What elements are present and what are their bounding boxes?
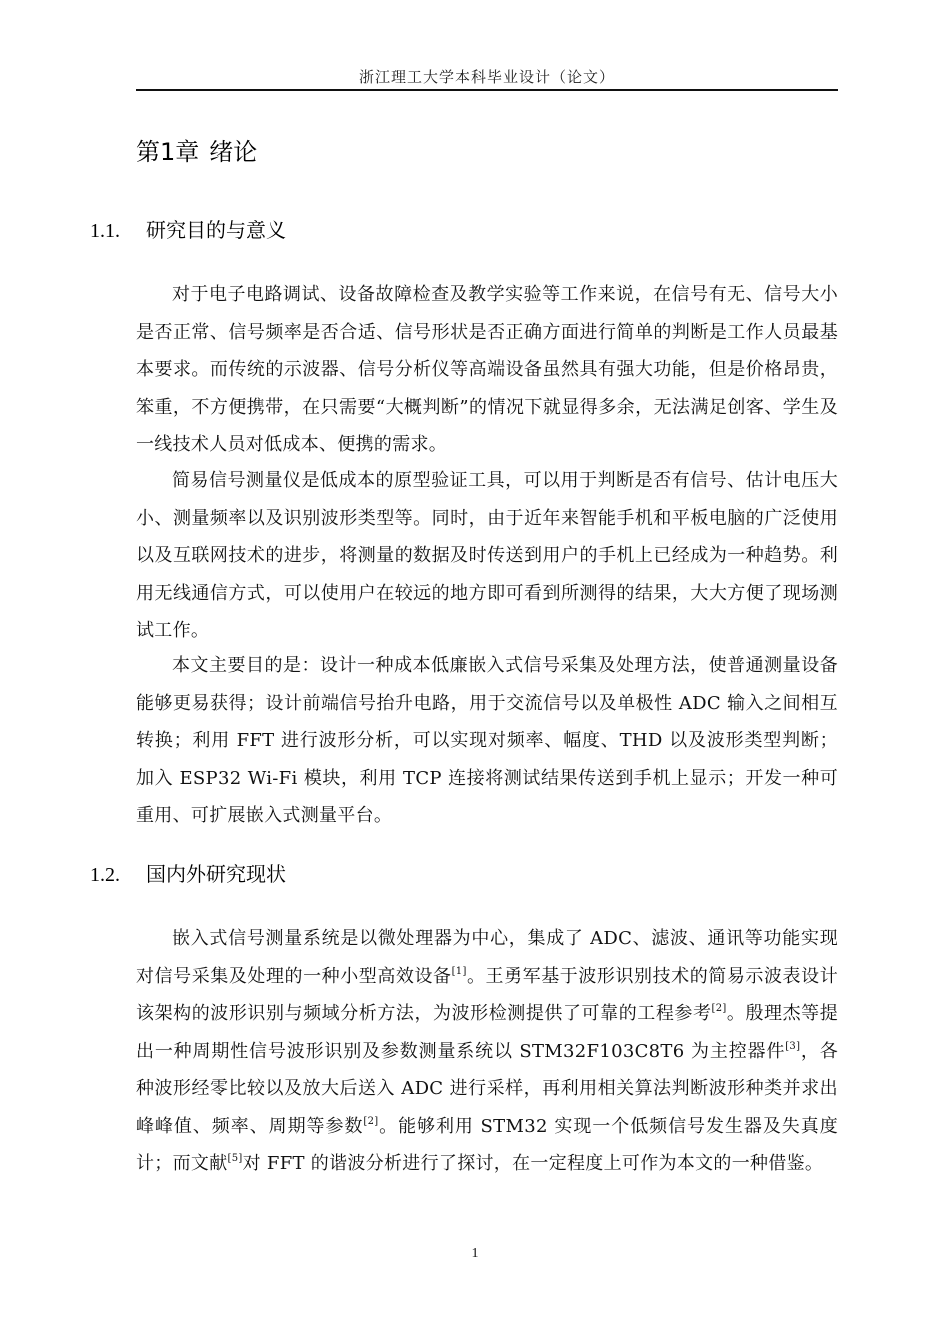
paragraph-1: 对于电子电路调试、设备故障检查及教学实验等工作来说，在信号有无、信号大小是否正常、信号频率是否合适、信号形状是否正确方面进行简单的判断是工作人员最基本要求。而传统的示波器、信号分析仪等高端设备虽然具有强大功能，但是价格昂贵，笨重，不方便携带，在只需要“大概判断”的情况下就显得多余，无法满足创客、学生及一线技术人员对低成本、便携的需求。	[136, 284, 838, 455]
chapter-title	[136, 134, 257, 170]
citation-ref[interactable]: [2]	[711, 1003, 727, 1014]
paragraph-text: 。能够利用 STM32 实现一个低频信号发生器及失真度计；而文献	[136, 1115, 838, 1174]
citation-ref[interactable]: [5]	[227, 1153, 243, 1164]
paragraph-2: 简易信号测量仪是低成本的原型验证工具，可以用于判断是否有信号、估计电压大小、测量频率以及识别波形类型等。同时，由于近年来智能手机和平板电脑的广泛使用以及互联网技术的进步，将测量的数据及时传送到用户的手机上已经成为一种趋势。利用无线通信方式，可以使用户在较远的地方即可看到所测得的结果，大大方便了现场测试工作。	[136, 470, 838, 641]
running-header: 浙江理工大学本科毕业设计（论文）	[358, 68, 615, 86]
citation-ref[interactable]: [2]	[363, 1115, 379, 1127]
citation-ref[interactable]: [3]	[785, 1040, 801, 1052]
page-number: 1	[471, 1246, 479, 1261]
paragraph-text: 对 FFT 的谐波分析进行了探讨，在一定程度上可作为本文的一种借鉴。	[242, 1153, 824, 1174]
section-number: 1.2.	[90, 864, 120, 886]
section-title-text: 国内外研究现状	[146, 862, 286, 886]
paragraph-3: 本文主要目的是：设计一种成本低廉嵌入式信号采集及处理方法，使普通测量设备能够更易获得；设计前端信号抬升电路，用于交流信号以及单极性 ADC 输入之间相互转换；利用 FFT 进行波形分析，可以实现对频率、幅度、THD 以及波形类型判断；加入 ESP32 Wi-Fi 模块，利用 TCP 连接将测试结果传送到手机上显示；开发一种可重用、可扩展嵌入式测量平台。	[136, 655, 838, 826]
paragraph-text: 嵌入式信号测量系统是以微处理器为中心，集成了 ADC、滤波、通讯等功能实现对信号采集及处理的一种小型高效设备	[136, 928, 838, 987]
section-heading-1-1	[90, 215, 286, 246]
section-heading-1-2	[90, 859, 286, 890]
citation-ref[interactable]: [1]	[451, 965, 467, 977]
header-divider	[136, 89, 838, 91]
section-number: 1.1.	[90, 220, 120, 242]
chapter-title-text: 绪论	[209, 138, 258, 166]
chapter-number: 第1章	[136, 138, 200, 166]
paragraph-text: 。殷理杰等提出一种周期性信号波形识别及参数测量系统以 STM32F103C8T6 为主控器件	[136, 1003, 839, 1062]
paragraph-text: 。王勇军基于波形识别技术的简易示波表设计该架构的波形识别与频域分析方法，为波形检测提供了可靠的工程参考	[136, 965, 838, 1024]
paragraph-4	[136, 920, 838, 1183]
section-title-text: 研究目的与意义	[146, 218, 286, 242]
paragraph-text: ，各种波形经零比较以及放大后送入 ADC 进行采样，再利用相关算法判断波形种类并求出峰峰值、频率、周期等参数	[136, 1040, 838, 1137]
